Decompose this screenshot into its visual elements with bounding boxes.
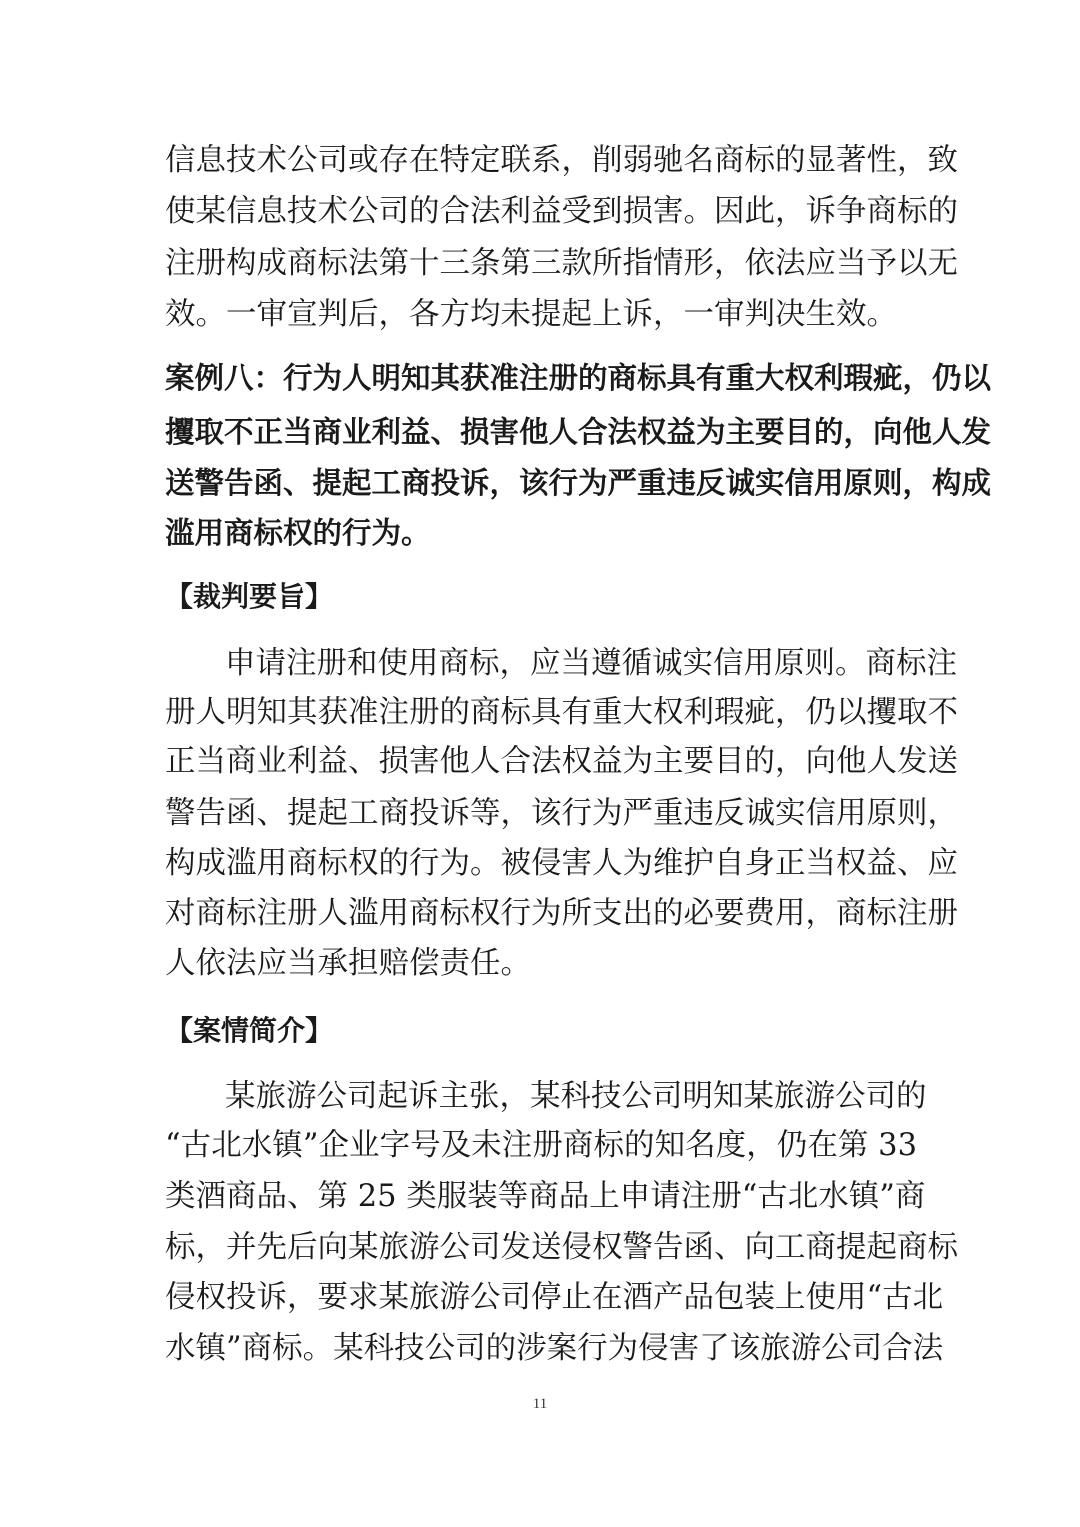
paragraph-line: 信息技术公司或存在特定联系，削弱驰名商标的显著性，致 bbox=[165, 143, 958, 178]
paragraph-line: 侵权投诉，要求某旅游公司停止在酒产品包装上使用“古北 bbox=[165, 1280, 944, 1315]
case-title-line: 攫取不正当商业利益、损害他人合法权益为主要目的，向他人发 bbox=[165, 415, 992, 449]
case-intro-heading: 【案情简介】 bbox=[165, 1014, 334, 1047]
paragraph-line: 申请注册和使用商标，应当遵循诚实信用原则。商标注 bbox=[225, 646, 957, 681]
paragraph-line: 注册构成商标法第十三条第三款所指情形，依法应当予以无 bbox=[165, 246, 958, 281]
paragraph-line: “古北水镇”企业字号及未注册商标的知名度，仍在第 33 bbox=[165, 1128, 917, 1163]
page-number: 11 bbox=[532, 1396, 548, 1412]
case-title-line: 滥用商标权的行为。 bbox=[165, 516, 431, 550]
case-title-line: 案例八：行为人明知其获准注册的商标具有重大权利瑕疵，仍以 bbox=[165, 361, 992, 395]
paragraph-line: 警告函、提起工商投诉等，该行为严重违反诚实信用原则， bbox=[165, 796, 958, 831]
paragraph-line: 类酒商品、第 25 类服装等商品上申请注册“古北水镇”商 bbox=[165, 1179, 926, 1214]
paragraph-line: 效。一审宣判后，各方均未提起上诉，一审判决生效。 bbox=[165, 297, 897, 332]
judgment-heading: 【裁判要旨】 bbox=[165, 580, 334, 613]
paragraph-line: 册人明知其获准注册的商标具有重大权利瑕疵，仍以攫取不 bbox=[165, 695, 958, 730]
paragraph-line: 构成滥用商标权的行为。被侵害人为维护自身正当权益、应 bbox=[165, 846, 958, 881]
paragraph-line: 人依法应当承担赔偿责任。 bbox=[165, 946, 531, 981]
paragraph-line: 某旅游公司起诉主张，某科技公司明知某旅游公司的 bbox=[225, 1079, 927, 1114]
paragraph-line: 标，并先后向某旅游公司发送侵权警告函、向工商提起商标 bbox=[165, 1230, 958, 1265]
paragraph-line: 使某信息技术公司的合法利益受到损害。因此，诉争商标的 bbox=[165, 194, 958, 229]
paragraph-line: 水镇”商标。某科技公司的涉案行为侵害了该旅游公司合法 bbox=[165, 1331, 944, 1366]
paragraph-line: 对商标注册人滥用商标权行为所支出的必要费用，商标注册 bbox=[165, 896, 958, 931]
case-title-line: 送警告函、提起工商投诉，该行为严重违反诚实信用原则，构成 bbox=[165, 466, 992, 500]
paragraph-line: 正当商业利益、损害他人合法权益为主要目的，向他人发送 bbox=[165, 744, 958, 779]
